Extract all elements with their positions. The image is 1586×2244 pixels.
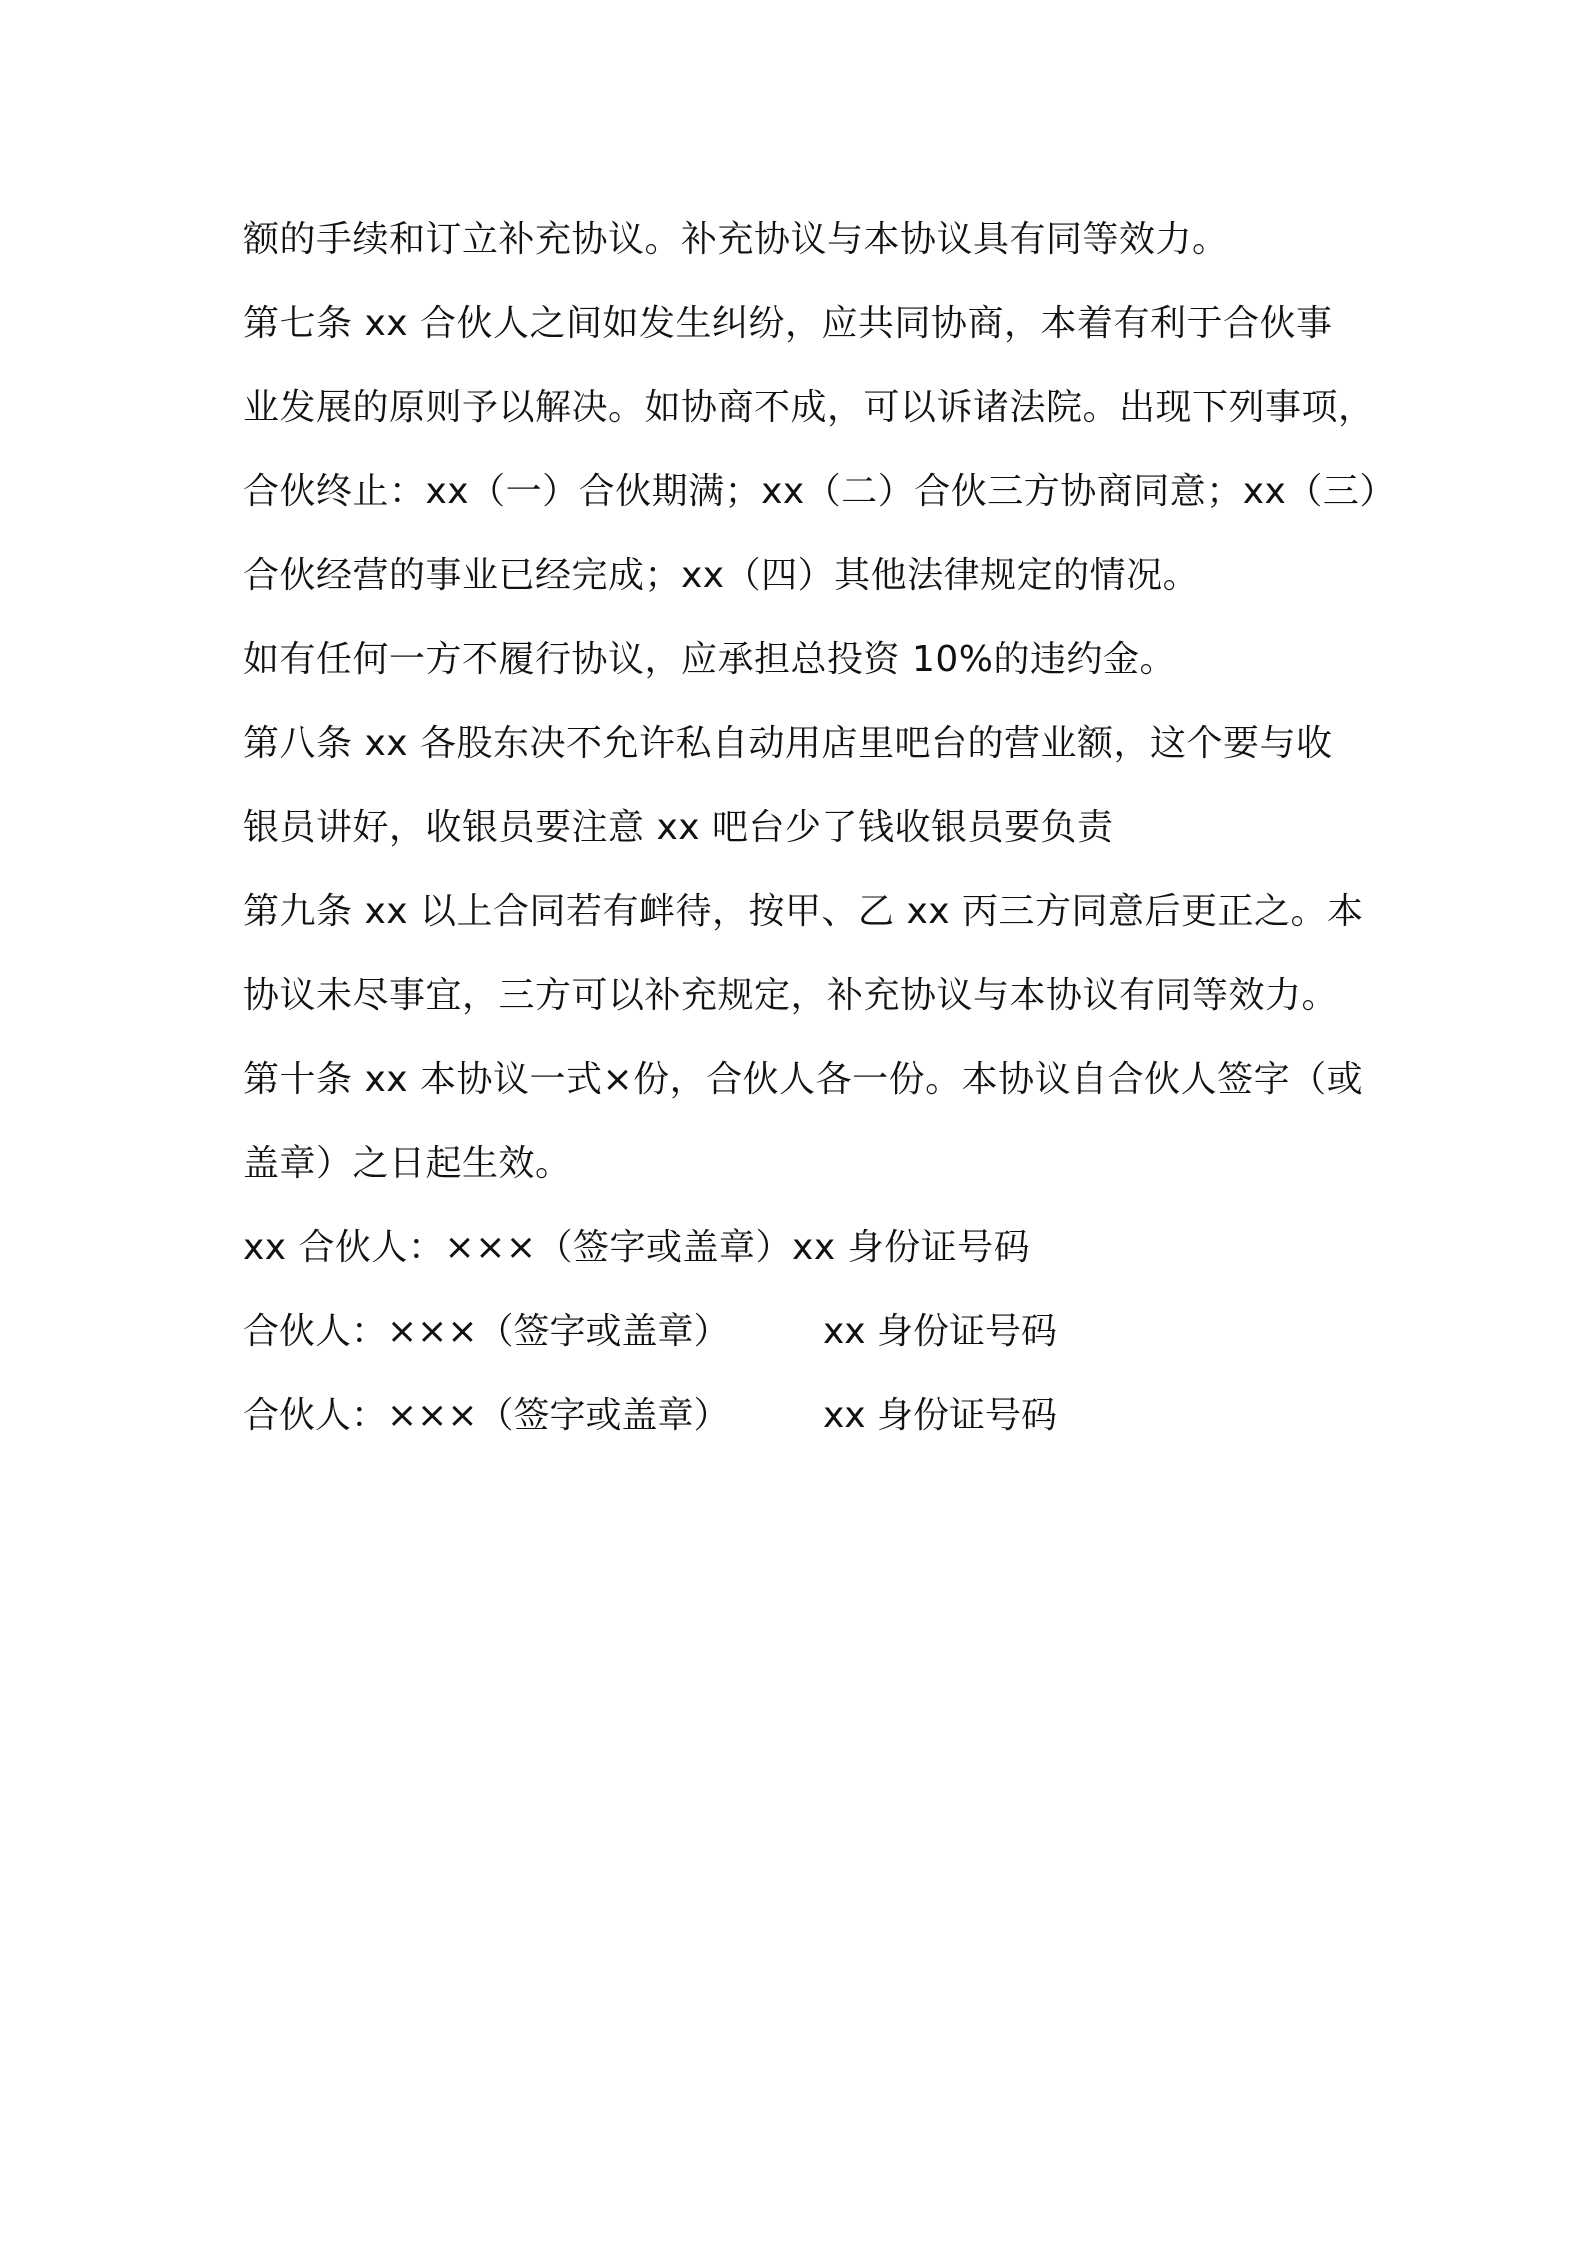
- signature-line-2: [243, 1290, 1363, 1374]
- signature-line-1: xx 合伙人：×××（签字或盖章）xx 身份证号码: [243, 1227, 1031, 1268]
- signature-line-3: [243, 1374, 1363, 1458]
- paragraph-line: 第九条 xx 以上合同若有衅待，按甲、乙 xx 丙三方同意后更正之。本: [243, 891, 1364, 932]
- document-body: [243, 198, 1396, 1458]
- paragraph-line: 如有任何一方不履行协议，应承担总投资 10%的违约金。: [243, 639, 1176, 680]
- paragraph-line: 额的手续和订立补充协议。补充协议与本协议具有同等效力。: [243, 219, 1229, 260]
- paragraph-line: 合伙终止：xx（一）合伙期满；xx（二）合伙三方协商同意；xx（三）: [243, 471, 1396, 512]
- paragraph-line: 盖章）之日起生效。: [243, 1143, 572, 1184]
- paragraph-line: 第八条 xx 各股东决不允许私自动用店里吧台的营业额，这个要与收: [243, 723, 1333, 764]
- paragraph-line: 第七条 xx 合伙人之间如发生纠纷，应共同协商，本着有利于合伙事: [243, 303, 1333, 344]
- paragraph-line: 第十条 xx 本协议一式×份，合伙人各一份。本协议自合伙人签字（或: [243, 1059, 1364, 1100]
- paragraph-line: 合伙经营的事业已经完成；xx（四）其他法律规定的情况。: [243, 555, 1200, 596]
- signature-partner-label: 合伙人：×××（签字或盖章）: [243, 1395, 730, 1436]
- paragraph-line: 业发展的原则予以解决。如协商不成，可以诉诸法院。出现下列事项，: [243, 387, 1375, 428]
- signature-id-label: xx 身份证号码: [823, 1395, 1058, 1436]
- paragraph-line: 银员讲好，收银员要注意 xx 吧台少了钱收银员要负责: [243, 807, 1114, 848]
- paragraph-line: 协议未尽事宜，三方可以补充规定，补充协议与本协议有同等效力。: [243, 975, 1339, 1016]
- signature-partner-label: 合伙人：×××（签字或盖章）: [243, 1311, 730, 1352]
- signature-id-label: xx 身份证号码: [823, 1311, 1058, 1352]
